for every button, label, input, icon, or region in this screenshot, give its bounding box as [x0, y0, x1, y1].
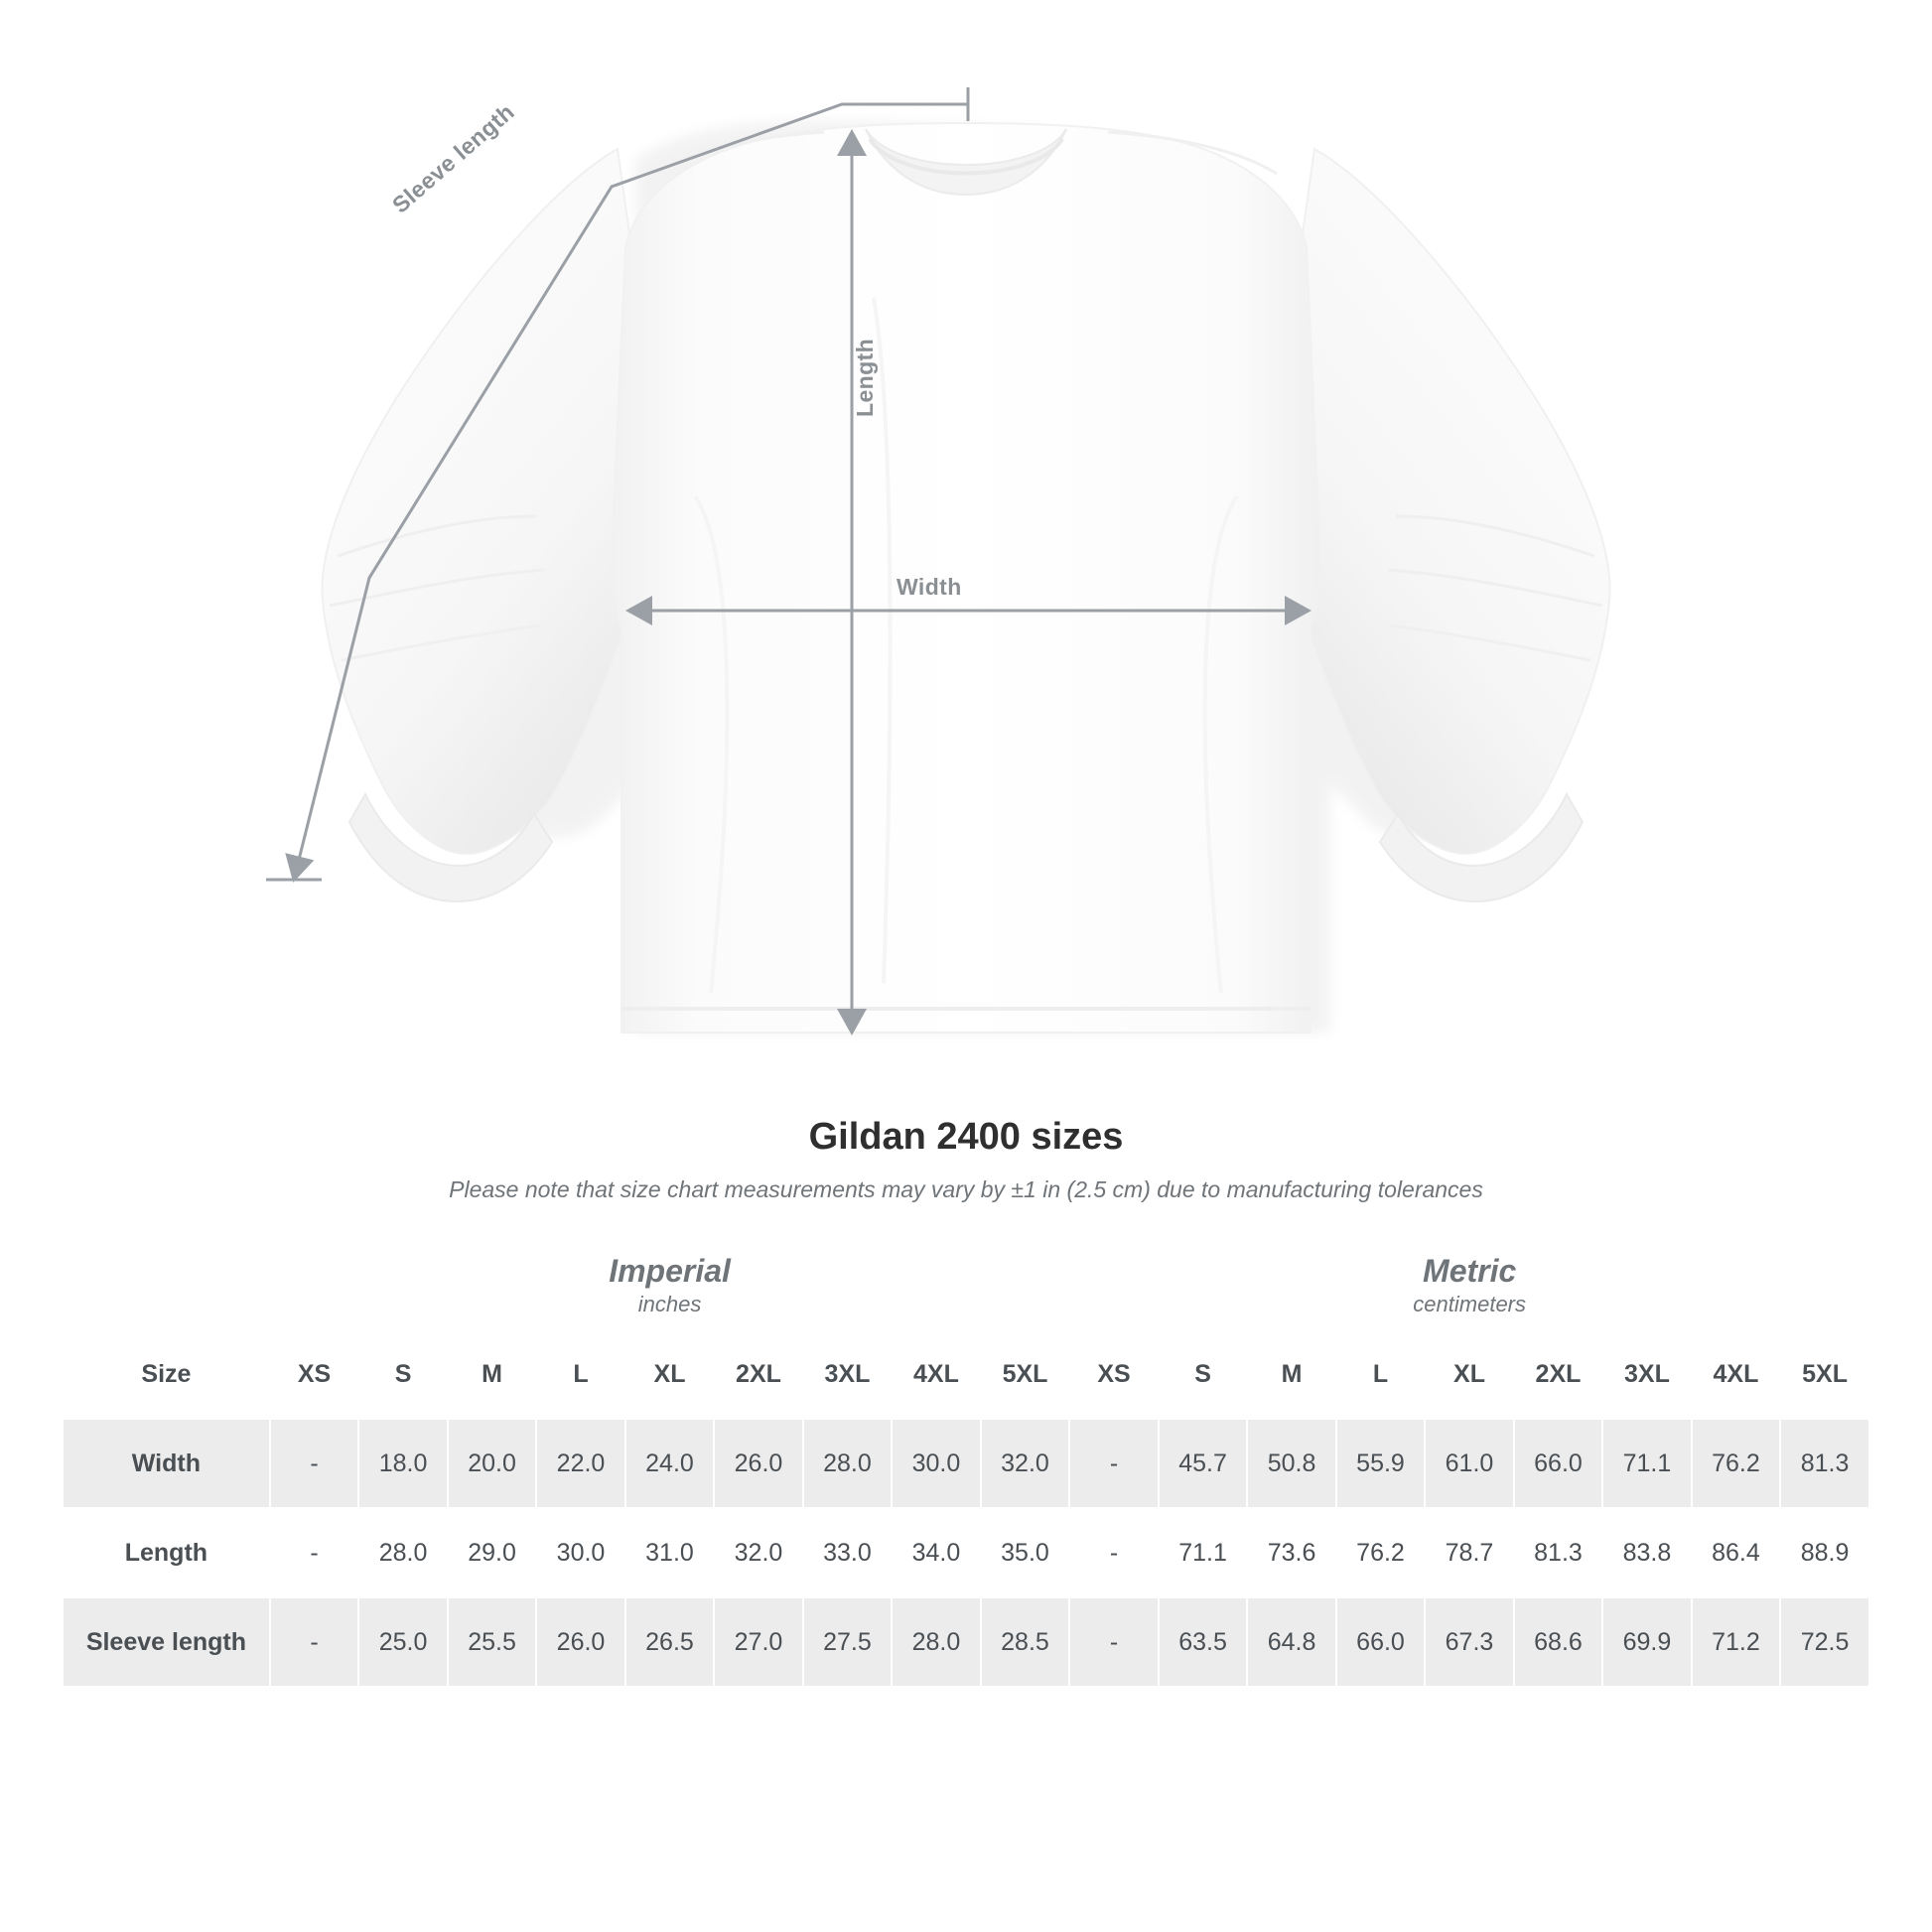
length-label: Length [852, 338, 878, 417]
cell-width-metric-xs: - [1069, 1419, 1158, 1508]
cell-length-metric-4xl: 86.4 [1692, 1508, 1780, 1597]
table-row [63, 1419, 1869, 1508]
size-header-row [63, 1329, 1869, 1419]
cell-width-metric-m: 50.8 [1247, 1419, 1335, 1508]
size-col-metric-xs: XS [1069, 1329, 1158, 1419]
cell-width-metric-l: 55.9 [1336, 1419, 1425, 1508]
cell-sleeve-metric-4xl: 71.2 [1692, 1597, 1780, 1687]
cell-width-metric-xl: 61.0 [1425, 1419, 1513, 1508]
cell-sleeve-metric-s: 63.5 [1159, 1597, 1247, 1687]
tolerance-note: Please note that size chart measurements may vary by ±1 in (2.5 cm) due to manufacturing tolerances [449, 1176, 1483, 1202]
cell-sleeve-imperial-xl: 26.5 [625, 1597, 714, 1687]
size-col-imperial-m: M [448, 1329, 536, 1419]
sleeve-length-label: Sleeve length [387, 98, 519, 218]
cell-length-metric-l: 76.2 [1336, 1508, 1425, 1597]
cell-length-imperial-s: 28.0 [358, 1508, 447, 1597]
cell-length-imperial-5xl: 35.0 [981, 1508, 1070, 1597]
cell-width-imperial-l: 22.0 [536, 1419, 624, 1508]
cell-width-imperial-5xl: 32.0 [981, 1419, 1070, 1508]
size-col-metric-4xl: 4XL [1692, 1329, 1780, 1419]
cell-sleeve-imperial-s: 25.0 [358, 1597, 447, 1687]
cell-width-imperial-m: 20.0 [448, 1419, 536, 1508]
cell-sleeve-metric-2xl: 68.6 [1514, 1597, 1602, 1687]
cell-width-metric-2xl: 66.0 [1514, 1419, 1602, 1508]
cell-width-imperial-xs: - [270, 1419, 358, 1508]
size-col-metric-l: L [1336, 1329, 1425, 1419]
cell-sleeve-imperial-2xl: 27.0 [714, 1597, 802, 1687]
imperial-group-name: Imperial [609, 1252, 731, 1289]
size-col-imperial-xl: XL [625, 1329, 714, 1419]
size-col-imperial-xs: XS [270, 1329, 358, 1419]
page-title: Gildan 2400 sizes [808, 1116, 1124, 1158]
cell-length-metric-s: 71.1 [1159, 1508, 1247, 1597]
metric-group-name: Metric [1423, 1252, 1517, 1289]
cell-length-metric-5xl: 88.9 [1780, 1508, 1869, 1597]
metric-group-header [1069, 1240, 1869, 1329]
cell-width-metric-s: 45.7 [1159, 1419, 1247, 1508]
size-col-metric-3xl: 3XL [1602, 1329, 1691, 1419]
cell-width-metric-4xl: 76.2 [1692, 1419, 1780, 1508]
cell-sleeve-imperial-5xl: 28.5 [981, 1597, 1070, 1687]
cell-sleeve-imperial-3xl: 27.5 [803, 1597, 892, 1687]
cell-width-imperial-s: 18.0 [358, 1419, 447, 1508]
size-col-metric-2xl: 2XL [1514, 1329, 1602, 1419]
table-corner-cell [63, 1240, 270, 1329]
cell-sleeve-imperial-xs: - [270, 1597, 358, 1687]
cell-sleeve-imperial-4xl: 28.0 [892, 1597, 980, 1687]
cell-sleeve-imperial-m: 25.5 [448, 1597, 536, 1687]
cell-width-metric-3xl: 71.1 [1602, 1419, 1691, 1508]
cell-length-metric-xl: 78.7 [1425, 1508, 1513, 1597]
metric-group-unit: centimeters [1413, 1291, 1527, 1316]
size-col-imperial-3xl: 3XL [803, 1329, 892, 1419]
cell-length-imperial-4xl: 34.0 [892, 1508, 980, 1597]
cell-width-imperial-2xl: 26.0 [714, 1419, 802, 1508]
cell-length-imperial-2xl: 32.0 [714, 1508, 802, 1597]
unit-group-header-row [63, 1240, 1869, 1329]
cell-length-metric-2xl: 81.3 [1514, 1508, 1602, 1597]
row-label-width: Width [63, 1419, 270, 1508]
cell-sleeve-metric-l: 66.0 [1336, 1597, 1425, 1687]
cell-length-imperial-3xl: 33.0 [803, 1508, 892, 1597]
width-label: Width [897, 574, 962, 600]
cell-length-imperial-xs: - [270, 1508, 358, 1597]
size-col-imperial-4xl: 4XL [892, 1329, 980, 1419]
size-col-imperial-l: L [536, 1329, 624, 1419]
size-col-metric-m: M [1247, 1329, 1335, 1419]
title-block [0, 1116, 1932, 1203]
cell-width-imperial-4xl: 30.0 [892, 1419, 980, 1508]
cell-length-imperial-m: 29.0 [448, 1508, 536, 1597]
size-col-imperial-5xl: 5XL [981, 1329, 1070, 1419]
cell-sleeve-imperial-l: 26.0 [536, 1597, 624, 1687]
cell-sleeve-metric-m: 64.8 [1247, 1597, 1335, 1687]
cell-length-metric-m: 73.6 [1247, 1508, 1335, 1597]
size-chart-table [62, 1239, 1870, 1688]
size-col-imperial-s: S [358, 1329, 447, 1419]
cell-sleeve-metric-xs: - [1069, 1597, 1158, 1687]
cell-width-metric-5xl: 81.3 [1780, 1419, 1869, 1508]
row-label-sleeve-length: Sleeve length [63, 1597, 270, 1687]
cell-sleeve-metric-3xl: 69.9 [1602, 1597, 1691, 1687]
cell-length-metric-3xl: 83.8 [1602, 1508, 1691, 1597]
row-label-length: Length [63, 1508, 270, 1597]
cell-sleeve-metric-5xl: 72.5 [1780, 1597, 1869, 1687]
cell-length-imperial-xl: 31.0 [625, 1508, 714, 1597]
size-col-metric-5xl: 5XL [1780, 1329, 1869, 1419]
cell-length-imperial-l: 30.0 [536, 1508, 624, 1597]
cell-width-imperial-3xl: 28.0 [803, 1419, 892, 1508]
size-chart-table-wrapper [62, 1239, 1870, 1688]
table-row [63, 1508, 1869, 1597]
table-row [63, 1597, 1869, 1687]
size-col-metric-xl: XL [1425, 1329, 1513, 1419]
cell-width-imperial-xl: 24.0 [625, 1419, 714, 1508]
size-col-imperial-2xl: 2XL [714, 1329, 802, 1419]
imperial-group-unit: inches [637, 1291, 702, 1316]
cell-sleeve-metric-xl: 67.3 [1425, 1597, 1513, 1687]
cell-length-metric-xs: - [1069, 1508, 1158, 1597]
imperial-group-header [270, 1240, 1070, 1329]
size-col-metric-s: S [1159, 1329, 1247, 1419]
size-header-cell: Size [63, 1329, 270, 1419]
